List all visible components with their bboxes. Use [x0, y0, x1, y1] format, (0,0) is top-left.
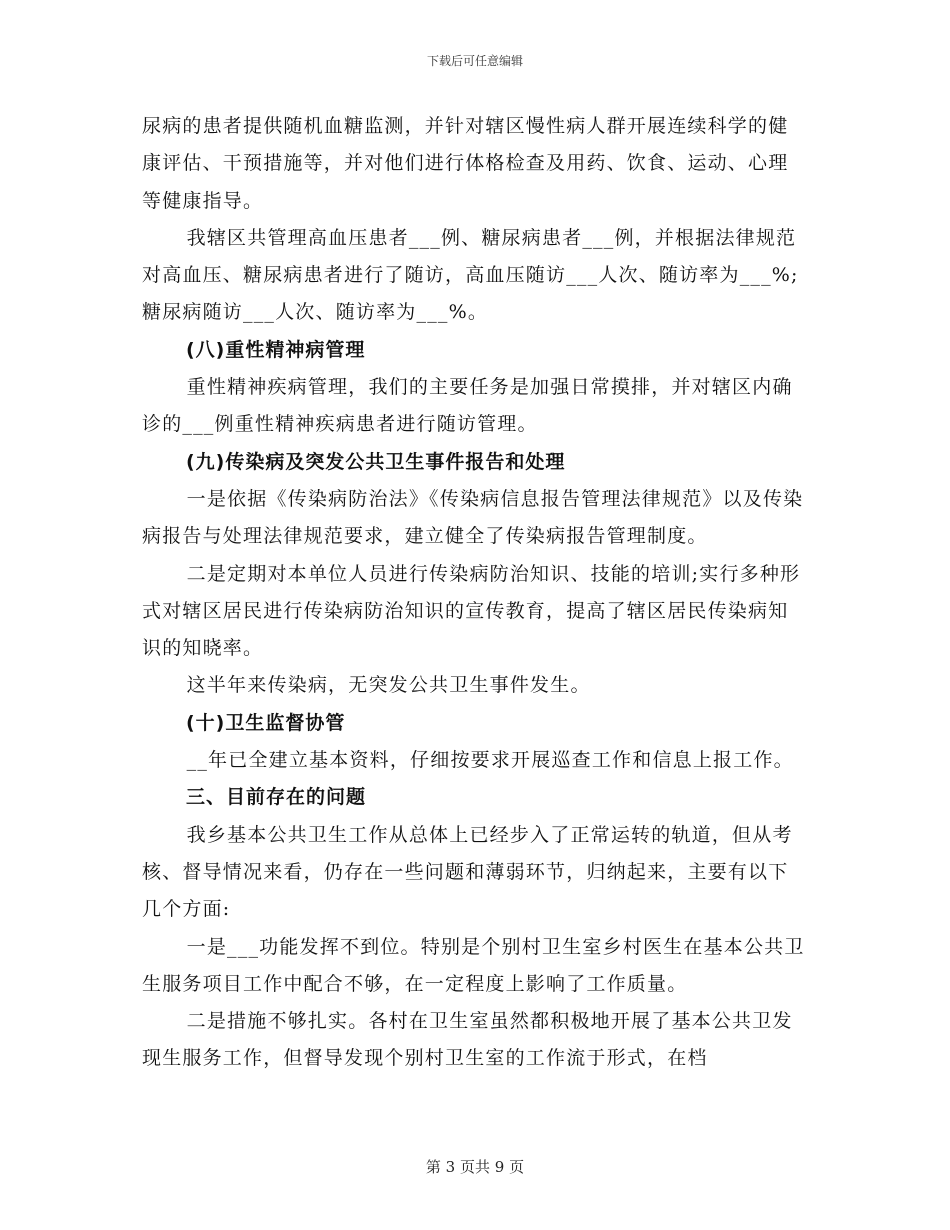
paragraph: 我乡基本公共卫生工作从总体上已经步入了正常运转的轨道，但从考核、督导情况来看，仍存在一些问题和薄弱环节，归纳起来，主要有以下几个方面: — [142, 823, 793, 921]
paragraph: 二是措施不够扎实。各村在卫生室虽然都积极地开展了基本公共卫发现生服务工作，但督导发现个别村卫生室的工作流于形式，在档 — [142, 1010, 793, 1070]
paragraph: 这半年来传染病，无突发公共卫生事件发生。 — [186, 674, 591, 697]
paragraph: 二是定期对本单位人员进行传染病防治知识、技能的培训;实行多种形式对辖区居民进行传染病防治知识的宣传教育，提高了辖区居民传染病知识的知晓率。 — [142, 562, 801, 660]
paragraph: __年已全建立基本资料，仔细按要求开展巡查工作和信息上报工作。 — [186, 749, 794, 772]
section-heading: 三、目前存在的问题 — [186, 786, 367, 809]
paragraph: 一是依据《传染病防治法》《传染病信息报告管理法律规范》以及传染病报告与处理法律规范要求，建立健全了传染病报告管理制度。 — [142, 487, 804, 548]
paragraph: 我辖区共管理高血压患者___例、糖尿病患者___例，并根据法律规范对高血压、糖尿病患者进行了随访，高血压随访___人次、随访率为___%;糖尿病随访___人次、随访率为___%。 — [142, 226, 799, 324]
paragraph: 尿病的患者提供随机血糖监测，并针对辖区慢性病人群开展连续科学的健康评估、干预措施等，并对他们进行体格检查及用药、饮食、运动、心理等健康指导。 — [142, 115, 789, 212]
page-header: 下载后可任意编辑 — [426, 54, 523, 68]
section-heading: (九)传染病及突发公共卫生事件报告和处理 — [186, 450, 566, 473]
page-footer: 第 3 页共 9 页 — [425, 1158, 525, 1176]
paragraph: 一是___功能发挥不到位。特别是个别村卫生室乡村医生在基本公共卫生服务项目工作中配合不够，在一定程度上影响了工作质量。 — [142, 935, 805, 995]
paragraph: 重性精神疾病管理，我们的主要任务是加强日常摸排，并对辖区内确诊的___例重性精神疾病患者进行随访管理。 — [142, 376, 793, 436]
section-heading: (八)重性精神病管理 — [186, 338, 366, 361]
document-body — [142, 108, 808, 1078]
section-heading: (十)卫生监督协管 — [186, 711, 346, 734]
